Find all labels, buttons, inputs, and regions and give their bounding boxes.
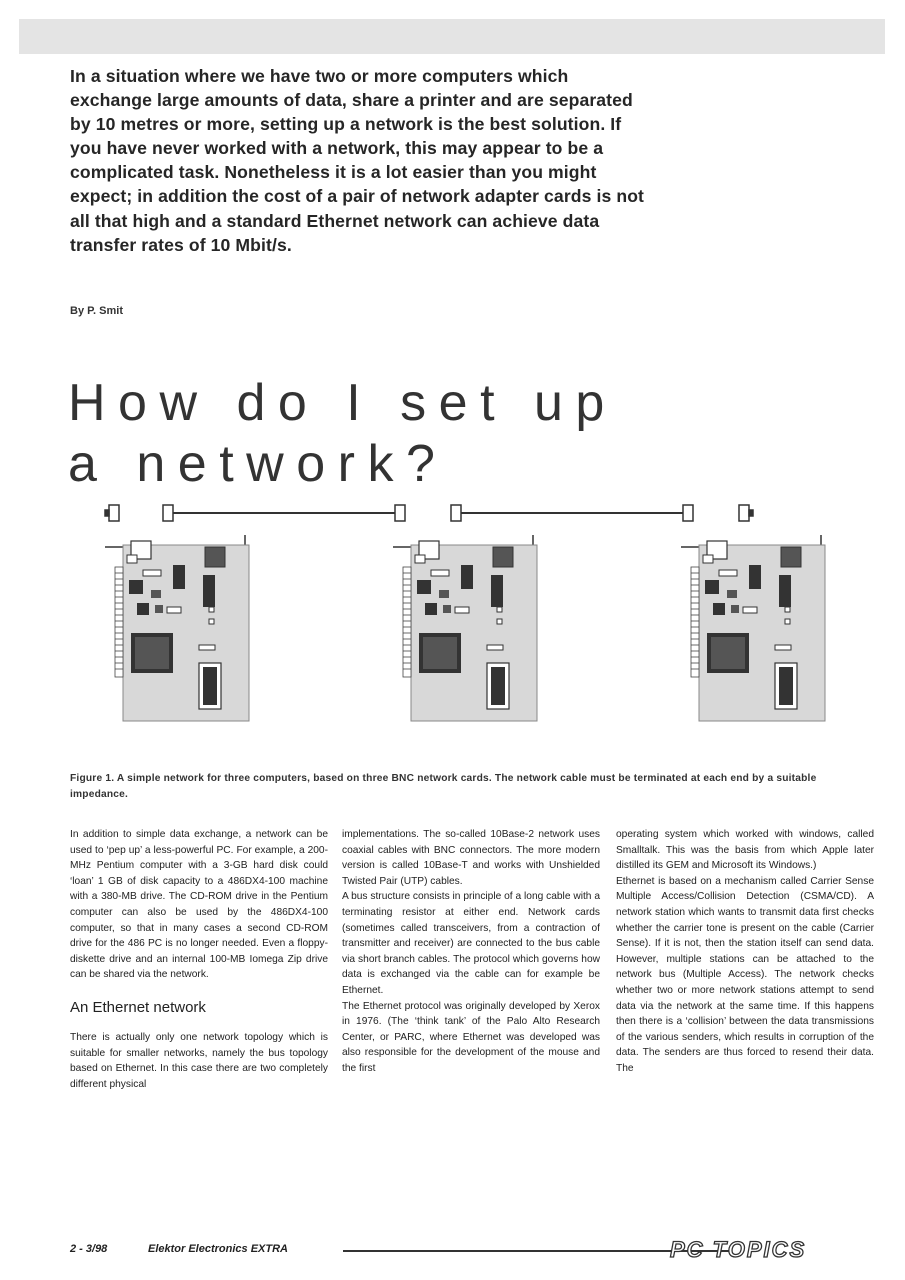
bnc-connector-1 bbox=[163, 505, 173, 521]
body-paragraph: operating system which worked with windows, called Smalltalk. This was the basis from which Apple later distilled its GEM and Microsoft its Windows.) bbox=[616, 829, 874, 872]
intro-paragraph: In a situation where we have two or more computers which exchange large amounts of data, share a printer and are separated by 10 metres or more, setting up a network is the best solution. If you have never worked with a network, this may appear to be a complicated task. Nonetheless it is a lot easier than you might expect; in addition the cost of a pair of network adapter cards is not all that high and a standard Ethernet network can achieve data transfer rates of 10 Mbit/s. bbox=[70, 66, 645, 255]
terminator-right bbox=[739, 505, 749, 521]
figure-caption: Figure 1. A simple network for three computers, based on three BNC network cards. The network cable must be terminated at each end by a suitable impedance. bbox=[70, 773, 817, 800]
bnc-connector-3 bbox=[451, 505, 461, 521]
text-column-3 bbox=[616, 827, 874, 1077]
page-footer bbox=[70, 1237, 865, 1262]
network-card-1 bbox=[105, 535, 249, 721]
body-paragraph: Ethernet is based on a mechanism called Carrier Sense Multiple Access/Collision Detection (CSMA/CD). A network station which wants to transmit data first checks whether the carrier tone is present on the cable (Carrier Sense). If it is not, then the station itself can send data. However, multiple stations can be attached to the network bus (Multiple Access). The network checks whether two or more network stations attempt to send data via the network at the same time. If this happens then there is a ‘collision’ between the data transmissions of the various senders, which results in corruption of the data. The senders are thus forced to resend their data. The bbox=[616, 875, 874, 1074]
body-paragraph: A bus structure consists in principle of a long cable with a terminating resistor at either end. Network cards (sometimes called transceivers, from a contraction of transmitter and receiver) are connected to the bus cable via short branch cables. The protocol which governs how data is exchanged via the cable can for example be Ethernet. bbox=[342, 891, 600, 996]
magazine-name: Elektor Electronics EXTRA bbox=[148, 1243, 288, 1255]
byline: By P. Smit bbox=[70, 305, 123, 317]
body-paragraph: There is actually only one network topology which is suitable for smaller networks, namely the bus topology based on Ethernet. In this case there are two completely different physical bbox=[70, 1031, 328, 1090]
network-card-3 bbox=[681, 535, 825, 721]
bnc-connector-2 bbox=[395, 505, 405, 521]
section-heading: An Ethernet network bbox=[70, 998, 206, 1016]
bnc-connector-4 bbox=[683, 505, 693, 521]
network-card-2 bbox=[393, 535, 537, 721]
title-line-2: a network? bbox=[68, 434, 448, 493]
text-column-2 bbox=[342, 827, 600, 1077]
section-logo: PC TOPICS bbox=[670, 1237, 807, 1262]
body-paragraph: The Ethernet protocol was originally developed by Xerox in 1976. (The ‘think tank’ of the Palo Alto Research Center, or PARC, where Ethernet was developed was also responsible for the development of the mouse and the first bbox=[342, 1000, 600, 1074]
body-paragraph: implementations. The so-called 10Base-2 network uses coaxial cables with BNC connectors. The more modern version is called 10Base-T and works with Unshielded Twisted Pair (UTP) cables. bbox=[342, 829, 600, 887]
text-column-1 bbox=[70, 827, 328, 1092]
page-number: 2 - 3/98 bbox=[70, 1243, 108, 1255]
top-banner-bar bbox=[19, 19, 885, 54]
title-line-1: How do I set up bbox=[68, 373, 617, 432]
article-title bbox=[68, 373, 617, 495]
terminator-left bbox=[109, 505, 119, 521]
network-diagram bbox=[95, 495, 835, 735]
body-paragraph: In addition to simple data exchange, a network can be used to ‘pep up’ a less-powerful PC. For example, a 200-MHz Pentium computer with a 3-GB hard disk could ‘loan’ 1 GB of disk capacity to a 486DX4-100 machine with a 380-MB drive. The CD-ROM drive in the Pentium computer can also be used by the 486DX4-100 computer, so that in many cases a second CD-ROM drive for the 486 PC is no longer needed. Even a floppy-diskette drive and an internal 100-MB Iomega Zip drive can be shared via the network. bbox=[70, 829, 328, 981]
